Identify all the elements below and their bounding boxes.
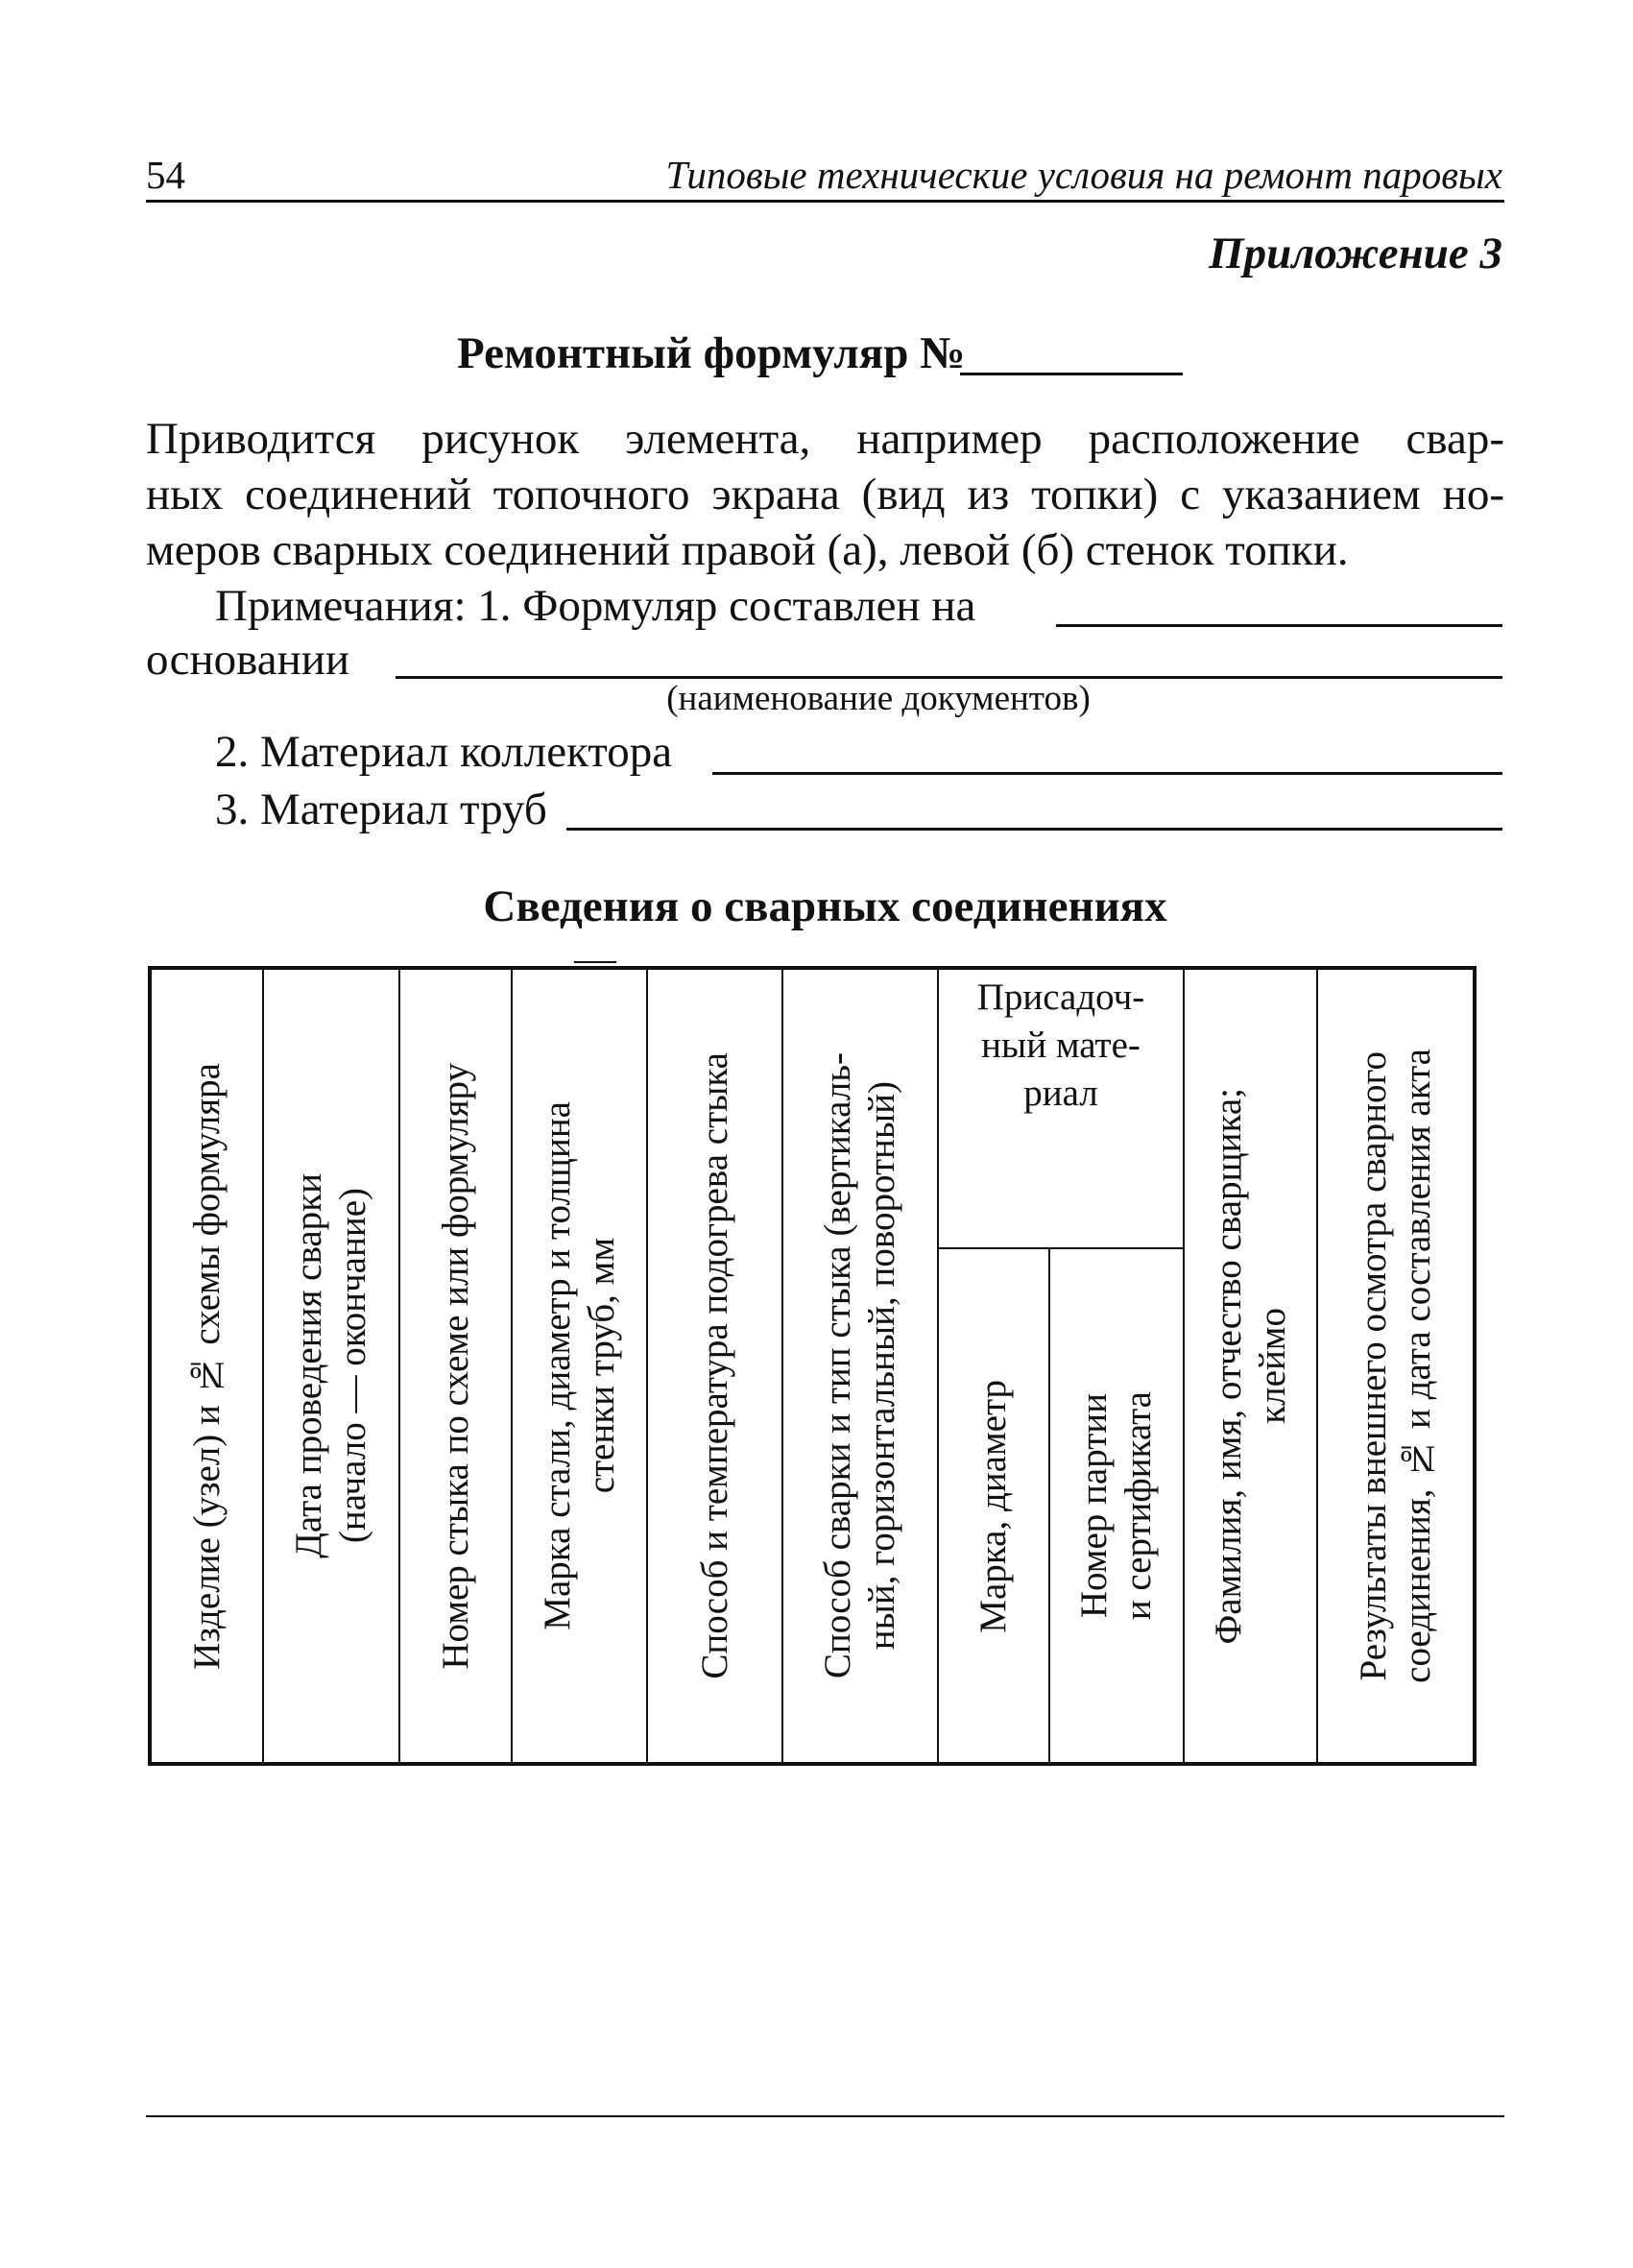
note-2: 2. Материал коллектора — [215, 727, 673, 777]
column-header-1 — [152, 970, 262, 1762]
column-header-6 — [783, 970, 937, 1762]
note-1: Примечания: 1. Формуляр составлен на — [215, 581, 976, 631]
column-header-2-line-2: (начало — окончание) — [332, 1188, 373, 1544]
page-number: 54 — [146, 153, 185, 197]
column-header-4-line-2: стенки труб, мм — [580, 1238, 622, 1494]
column-header-1-text: Изделие (узел) и № схемы формуляра — [185, 1062, 228, 1670]
column-header-4 — [513, 970, 646, 1762]
column-header-6-line-1: Способ сварки и тип стыка (вертикаль- — [817, 1052, 858, 1679]
description-line-1: Приводится рисунок элемента, например расположение свар- — [146, 414, 1504, 464]
footer-rule — [146, 2115, 1504, 2117]
column-header-8-line-2: клеймо — [1251, 1308, 1293, 1424]
filler-sub-header-1 — [939, 1250, 1048, 1762]
filler-header-line-3: риал — [1023, 1073, 1098, 1114]
column-header-3-text: Номер стыка по схеме или формуляру — [434, 1062, 476, 1670]
filler-sub-header-2-line-2: и сертификата — [1117, 1391, 1159, 1621]
filler-sub-header-1-text: Марка, диаметр — [973, 1379, 1014, 1633]
note-3: 3. Материал труб — [215, 784, 547, 834]
description-line-3: меров сварных соединений правой (а), левой (б) стенок топки. — [146, 525, 1349, 575]
filler-header-line-2: ный мате- — [981, 1025, 1141, 1066]
column-header-5-text: Способ и температура подогрева стыка — [693, 1052, 735, 1679]
note-1-continuation: основании — [146, 635, 350, 685]
note-1-blank — [1056, 624, 1502, 627]
column-header-2-line-1: Дата проведения сварки — [288, 1173, 329, 1558]
column-header-6-line-2: ный, горизонтальный, поворотный) — [861, 1081, 902, 1651]
column-header-4-line-1: Марка стали, диаметр и толщина — [536, 1101, 578, 1630]
appendix-label: Приложение 3 — [1209, 229, 1502, 278]
column-header-2 — [264, 970, 398, 1762]
column-header-9 — [1318, 970, 1473, 1762]
note-1-caption: (наименование документов) — [666, 679, 1091, 718]
filler-sub-header-2 — [1050, 1250, 1183, 1762]
form-number-blank — [960, 373, 1183, 375]
column-header-9-line-2: соединения, № и дата составления акта — [1396, 1049, 1438, 1683]
column-header-9-line-1: Результаты внешнего осмотра сварного — [1352, 1050, 1394, 1681]
column-header-3 — [400, 970, 511, 1762]
running-title: Типовые технические условия на ремонт паровых — [665, 153, 1502, 197]
note-3-blank — [566, 828, 1502, 831]
header-rule — [146, 200, 1504, 203]
filler-header-divider — [938, 1247, 1183, 1249]
form-title: Ремонтный формуляр № — [457, 328, 966, 378]
note-2-blank — [712, 772, 1502, 775]
description-line-2: ных соединений топочного экрана (вид из топки) с указанием но- — [146, 470, 1504, 519]
section-title: Сведения о сварных соединениях — [483, 881, 1167, 931]
column-header-5 — [648, 970, 781, 1762]
filler-sub-header-2-line-1: Номер партии — [1073, 1393, 1115, 1619]
column-header-8 — [1185, 970, 1316, 1762]
column-header-8-line-1: Фамилия, имя, отчество сварщика; — [1207, 1087, 1249, 1645]
decorative-stroke — [574, 961, 616, 963]
filler-header-line-1: Присадоч- — [976, 977, 1145, 1018]
